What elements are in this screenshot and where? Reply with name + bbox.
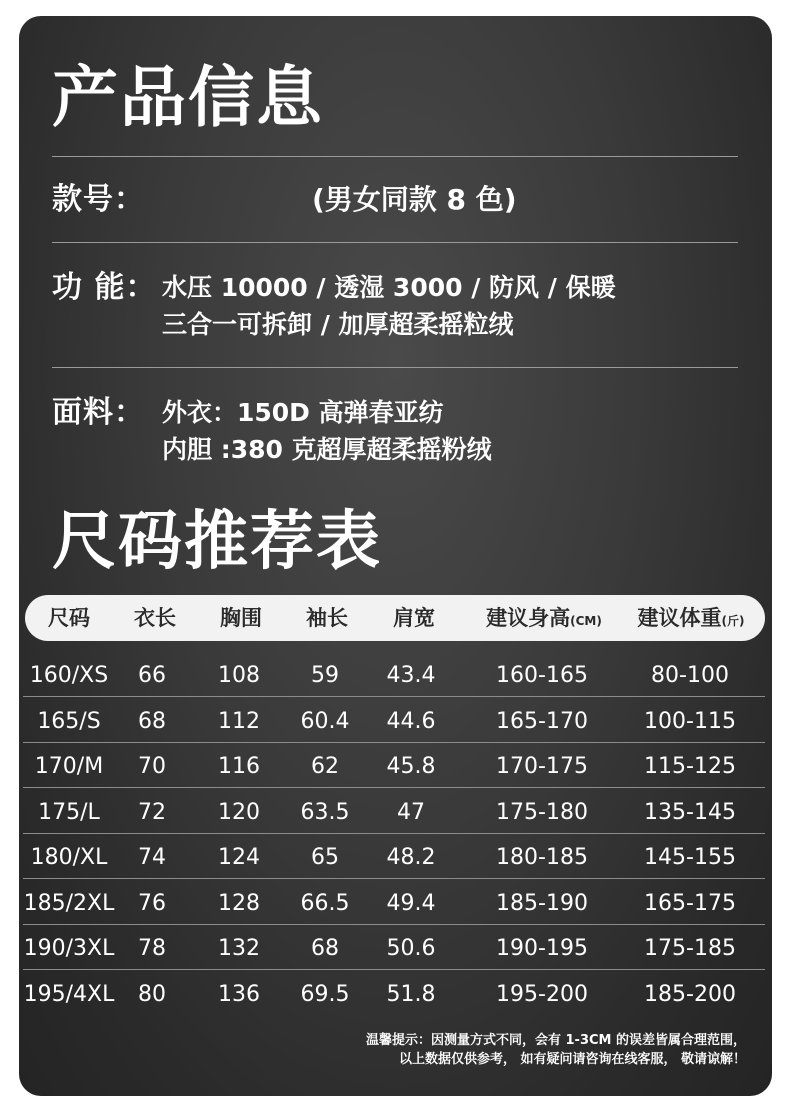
cell-length: 80 — [138, 981, 166, 1007]
cell-sleeve: 60.4 — [300, 708, 350, 734]
cell-chest: 136 — [218, 981, 260, 1007]
function-label: 功 能： — [52, 270, 157, 305]
cell-shoulder: 49.4 — [386, 890, 436, 916]
cell-chest: 108 — [218, 663, 260, 688]
cell-length: 66 — [138, 663, 166, 688]
cell-sleeve: 68 — [311, 936, 339, 961]
cell-chest: 128 — [218, 890, 260, 916]
header-weight-label: 建议体重 — [637, 606, 722, 630]
cell-chest: 112 — [218, 708, 260, 734]
header-length: 衣长 — [134, 606, 176, 630]
style-value: (男女同款 8 色) — [312, 183, 517, 216]
cell-sleeve: 66.5 — [300, 890, 350, 916]
cell-weight: 145-155 — [644, 845, 736, 870]
product-info-card — [19, 16, 772, 1096]
header-shoulder: 肩宽 — [393, 606, 435, 630]
header-height — [469, 595, 619, 641]
cell-height: 180-185 — [496, 845, 588, 870]
fabric-label: 面料： — [52, 395, 145, 430]
cell-height: 185-190 — [496, 890, 588, 916]
fabric-line: 内胆 :380 克超厚超柔摇粉绒 — [162, 435, 492, 464]
fabric-line: 外衣：150D 高弹春亚纺 — [162, 398, 444, 427]
table-row — [19, 925, 765, 970]
cell-chest: 132 — [218, 936, 260, 961]
cell-shoulder: 45.8 — [386, 754, 436, 779]
table-row — [19, 789, 765, 834]
size-chart-title: 尺码推荐表 — [52, 505, 382, 579]
product-info-title: 产品信息 — [52, 59, 324, 136]
cell-sleeve: 63.5 — [300, 799, 350, 825]
cell-shoulder: 50.6 — [386, 936, 436, 961]
cell-weight: 115-125 — [644, 754, 736, 779]
cell-height: 170-175 — [496, 754, 588, 779]
cell-weight: 135-145 — [644, 799, 736, 825]
divider — [52, 242, 738, 243]
table-row — [19, 652, 765, 697]
note-line: 以上数据仅供参考， 如有疑问请咨询在线客服， 敬请谅解！ — [398, 1052, 746, 1067]
cell-weight: 80-100 — [651, 663, 729, 688]
cell-length: 78 — [138, 936, 166, 961]
cell-length: 76 — [138, 890, 166, 916]
cell-chest: 124 — [218, 845, 260, 870]
cell-size: 185/2XL — [23, 890, 115, 916]
header-sleeve: 袖长 — [306, 606, 348, 630]
cell-size: 175/L — [38, 799, 100, 825]
cell-length: 68 — [138, 708, 166, 734]
divider — [52, 156, 738, 157]
cell-shoulder: 44.6 — [386, 708, 436, 734]
cell-height: 175-180 — [496, 799, 588, 825]
cell-size: 195/4XL — [23, 981, 115, 1007]
cell-length: 74 — [138, 845, 166, 870]
header-size: 尺码 — [48, 606, 90, 630]
cell-sleeve: 69.5 — [300, 981, 350, 1007]
note-line: 温馨提示：因测量方式不同，会有 1-3CM 的误差皆属合理范围， — [365, 1033, 746, 1048]
cell-sleeve: 62 — [311, 754, 339, 779]
header-weight-unit: (斤) — [721, 614, 745, 628]
cell-weight: 185-200 — [644, 981, 736, 1007]
cell-height: 190-195 — [496, 936, 588, 961]
cell-size: 165/S — [37, 708, 101, 734]
header-height-label: 建议身高 — [486, 606, 571, 630]
cell-weight: 175-185 — [644, 936, 736, 961]
function-line: 三合一可拆卸 / 加厚超柔摇粒绒 — [162, 310, 514, 339]
cell-height: 195-200 — [496, 981, 588, 1007]
cell-size: 190/3XL — [23, 936, 115, 961]
cell-sleeve: 59 — [311, 663, 339, 688]
cell-height: 165-170 — [496, 708, 588, 734]
table-row — [19, 698, 765, 743]
size-table-header — [25, 595, 765, 641]
cell-length: 72 — [138, 799, 166, 825]
style-label: 款号： — [52, 182, 145, 217]
table-row — [19, 743, 765, 788]
header-chest: 胸围 — [220, 606, 262, 630]
table-row — [19, 834, 765, 879]
cell-chest: 120 — [218, 799, 260, 825]
cell-shoulder: 51.8 — [386, 981, 436, 1007]
table-row — [19, 880, 765, 925]
fabric-value — [162, 394, 492, 468]
header-height-unit: (CM) — [570, 614, 602, 628]
cell-sleeve: 65 — [311, 845, 339, 870]
header-weight — [619, 595, 763, 641]
cell-chest: 116 — [218, 754, 260, 779]
cell-size: 170/M — [34, 754, 104, 779]
divider — [52, 367, 738, 368]
cell-shoulder: 48.2 — [386, 845, 436, 870]
cell-shoulder: 43.4 — [386, 663, 436, 688]
cell-shoulder: 47 — [397, 799, 425, 825]
table-row — [19, 971, 765, 1016]
cell-weight: 165-175 — [644, 890, 736, 916]
cell-height: 160-165 — [496, 663, 588, 688]
cell-weight: 100-115 — [644, 708, 736, 734]
function-line: 水压 10000 / 透湿 3000 / 防风 / 保暖 — [162, 273, 616, 302]
cell-size: 160/XS — [29, 663, 109, 688]
function-value — [162, 269, 616, 343]
cell-length: 70 — [138, 754, 166, 779]
cell-size: 180/XL — [30, 845, 108, 870]
